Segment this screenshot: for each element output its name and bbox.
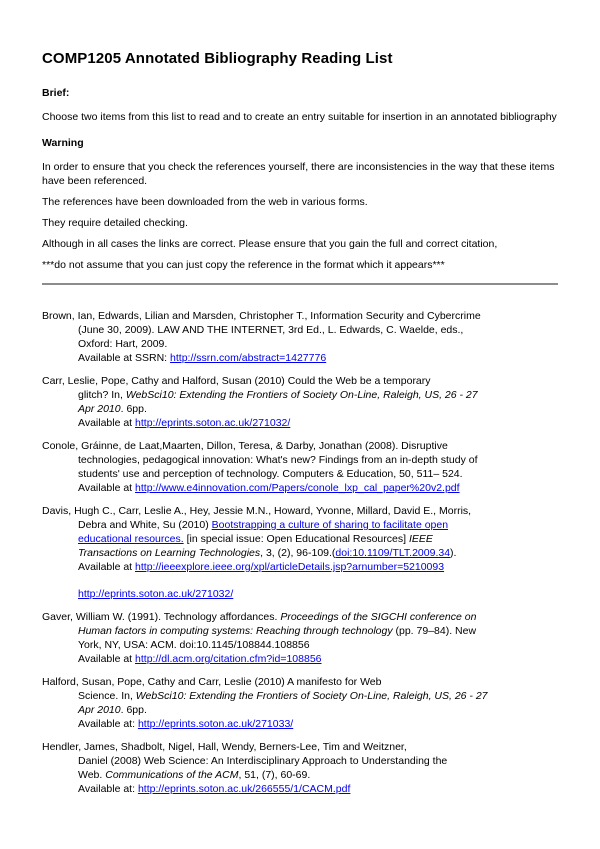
citation-link[interactable]: Bootstrapping a culture of sharing to facilitate open: [211, 519, 449, 531]
reference-line: [78, 337, 558, 351]
citation-text: Brown, Ian, Edwards, Lilian and Marsden, Christopher T., Information Security and Cybercrime: [42, 310, 481, 322]
reference-line: [78, 624, 558, 638]
citation-text: Hendler, James, Shadbolt, Nigel, Hall, Wendy, Berners-Lee, Tim and Weitzner,: [42, 741, 407, 753]
reference-line: [42, 740, 558, 754]
citation-link[interactable]: http://eprints.soton.ac.uk/266555/1/CACM.pdf: [137, 783, 351, 795]
reference-line: [78, 782, 558, 796]
reference-line: [78, 467, 558, 481]
citation-italic-text: Communications of the ACM: [105, 769, 239, 781]
reference-line: [42, 675, 558, 689]
brief-label: Brief:: [42, 87, 70, 99]
citation-text: technologies, pedagogical innovation: What's new? Findings from an in-depth study of: [78, 454, 478, 466]
citation-link[interactable]: doi:10.1109/TLT.2009.34: [335, 547, 451, 559]
citation-text: . 6pp.: [120, 403, 147, 415]
reference-line: [78, 518, 558, 532]
citation-italic-text: Apr 2010: [78, 403, 121, 415]
citation-link[interactable]: http://www.e4innovation.com/Papers/conole_lxp_cal_paper%20v2.pdf: [135, 482, 460, 494]
reference-line: [78, 388, 558, 402]
reference-line: [42, 439, 558, 453]
citation-text: Available at: [78, 561, 136, 573]
reference-entry: [42, 309, 558, 365]
reference-entry: [42, 504, 558, 574]
citation-text: (June 30, 2009). LAW AND THE INTERNET, 3rd Ed., L. Edwards, C. Waelde, eds.,: [78, 324, 464, 336]
citation-italic-text: WebSci10: Extending the Frontiers of Society On-Line, Raleigh, US, 26 - 27: [135, 690, 488, 702]
reference-entry: [42, 675, 558, 731]
citation-text: ).: [450, 547, 457, 559]
reference-line: [42, 309, 558, 323]
citation-text: Available at: [78, 653, 136, 665]
citation-text: Gaver, William W. (1991). Technology affordances.: [42, 611, 281, 623]
citation-text: Available at SSRN:: [78, 352, 171, 364]
reference-entry: [42, 610, 558, 666]
citation-text: . 6pp.: [120, 704, 147, 716]
citation-text: Available at:: [78, 783, 138, 795]
citation-italic-text: Transactions on Learning Technologies: [78, 547, 261, 559]
reference-line: [78, 754, 558, 768]
reference-line: [42, 610, 558, 624]
reference-line: [78, 560, 558, 574]
citation-text: [in special issue: Open Educational Resources]: [183, 533, 409, 545]
page-title: COMP1205 Annotated Bibliography Reading List: [42, 50, 393, 67]
citation-italic-text: Apr 2010: [78, 704, 121, 716]
warning-paragraph: In order to ensure that you check the references yourself, there are inconsistencies in the way that these items have been referenced.: [42, 161, 555, 187]
citation-text: Halford, Susan, Pope, Cathy and Carr, Leslie (2010) A manifesto for Web: [42, 676, 382, 688]
citation-text: Web.: [78, 769, 106, 781]
reference-line: [78, 768, 558, 782]
citation-text: Daniel (2008) Web Science: An Interdisciplinary Approach to Understanding the: [78, 755, 448, 767]
citation-italic-text: WebSci10: Extending the Frontiers of Society On-Line, Raleigh, US, 26 - 27: [125, 389, 478, 401]
citation-text: Conole, Gráinne, de Laat,Maarten, Dillon, Teresa, & Darby, Jonathan (2008). Disruptive: [42, 440, 448, 452]
citation-link[interactable]: http://eprints.soton.ac.uk/271032/: [135, 417, 291, 429]
section-divider: [42, 283, 558, 285]
citation-italic-text: IEEE: [408, 533, 433, 545]
reference-line: [78, 638, 558, 652]
reference-line: [78, 532, 558, 546]
citation-link[interactable]: http://eprints.soton.ac.uk/271033/: [137, 718, 294, 730]
citation-text: , 3, (2), 96-109.(: [260, 547, 336, 559]
citation-text: Oxford: Hart, 2009.: [78, 338, 168, 350]
reference-line: [78, 703, 558, 717]
citation-link[interactable]: http://ieeexplore.ieee.org/xpl/articleDetails.jsp?arnumber=5210093: [135, 561, 445, 573]
citation-text: glitch? In,: [78, 389, 126, 401]
citation-link[interactable]: http://ssrn.com/abstract=1427776: [170, 352, 327, 364]
reference-entry: [42, 439, 558, 495]
reference-line: [78, 351, 558, 365]
reference-list: [42, 309, 558, 796]
citation-link[interactable]: http://dl.acm.org/citation.cfm?id=108856: [135, 653, 322, 665]
citation-text: Available at: [78, 417, 136, 429]
citation-italic-text: Human factors in computing systems: Reaching through technology: [78, 625, 393, 637]
citation-link[interactable]: educational resources.: [78, 533, 184, 545]
citation-text: Davis, Hugh C., Carr, Leslie A., Hey, Jessie M.N., Howard, Yvonne, Millard, David E., Morris,: [42, 505, 472, 517]
reference-entry: [42, 374, 558, 430]
reference-line: [78, 546, 558, 560]
warning-paragraph: Although in all cases the links are correct. Please ensure that you gain the full and correct citation,: [42, 238, 498, 250]
citation-text: Carr, Leslie, Pope, Cathy and Halford, Susan (2010) Could the Web be a temporary: [42, 375, 431, 387]
reference-line: [78, 717, 558, 731]
citation-text: Debra and White, Su (2010): [78, 519, 212, 531]
warning-label: Warning: [42, 137, 84, 149]
reference-line: [78, 323, 558, 337]
citation-text: students' use and perception of technology. Computers & Education, 50, 511– 524.: [78, 468, 463, 480]
reference-line: [42, 504, 558, 518]
reference-line: [78, 402, 558, 416]
reference-line: [78, 652, 558, 666]
warning-paragraph: They require detailed checking.: [42, 217, 188, 229]
reference-line: [78, 481, 558, 495]
reference-line: [78, 416, 558, 430]
reference-line: [78, 689, 558, 703]
reference-line: [42, 374, 558, 388]
reference-line: [78, 587, 558, 601]
reference-entry: [42, 740, 558, 796]
brief-text: Choose two items from this list to read and to create an entry suitable for insertion in an annotated bibliography: [42, 111, 557, 123]
citation-italic-text: Proceedings of the SIGCHI conference on: [280, 611, 477, 623]
citation-link[interactable]: http://eprints.soton.ac.uk/271032/: [78, 588, 234, 600]
reference-entry: [42, 587, 558, 601]
citation-text: York, NY, USA: ACM. doi:10.1145/108844.108856: [78, 639, 310, 651]
citation-text: (pp. 79–84). New: [392, 625, 477, 637]
citation-text: Available at: [78, 482, 136, 494]
citation-text: , 51, (7), 60-69.: [238, 769, 311, 781]
warning-paragraph: The references have been downloaded from the web in various forms.: [42, 196, 368, 208]
reference-line: [78, 453, 558, 467]
warning-paragraph: ***do not assume that you can just copy the reference in the format which it appears***: [42, 259, 445, 271]
citation-text: Available at:: [78, 718, 138, 730]
citation-text: Science. In,: [78, 690, 136, 702]
